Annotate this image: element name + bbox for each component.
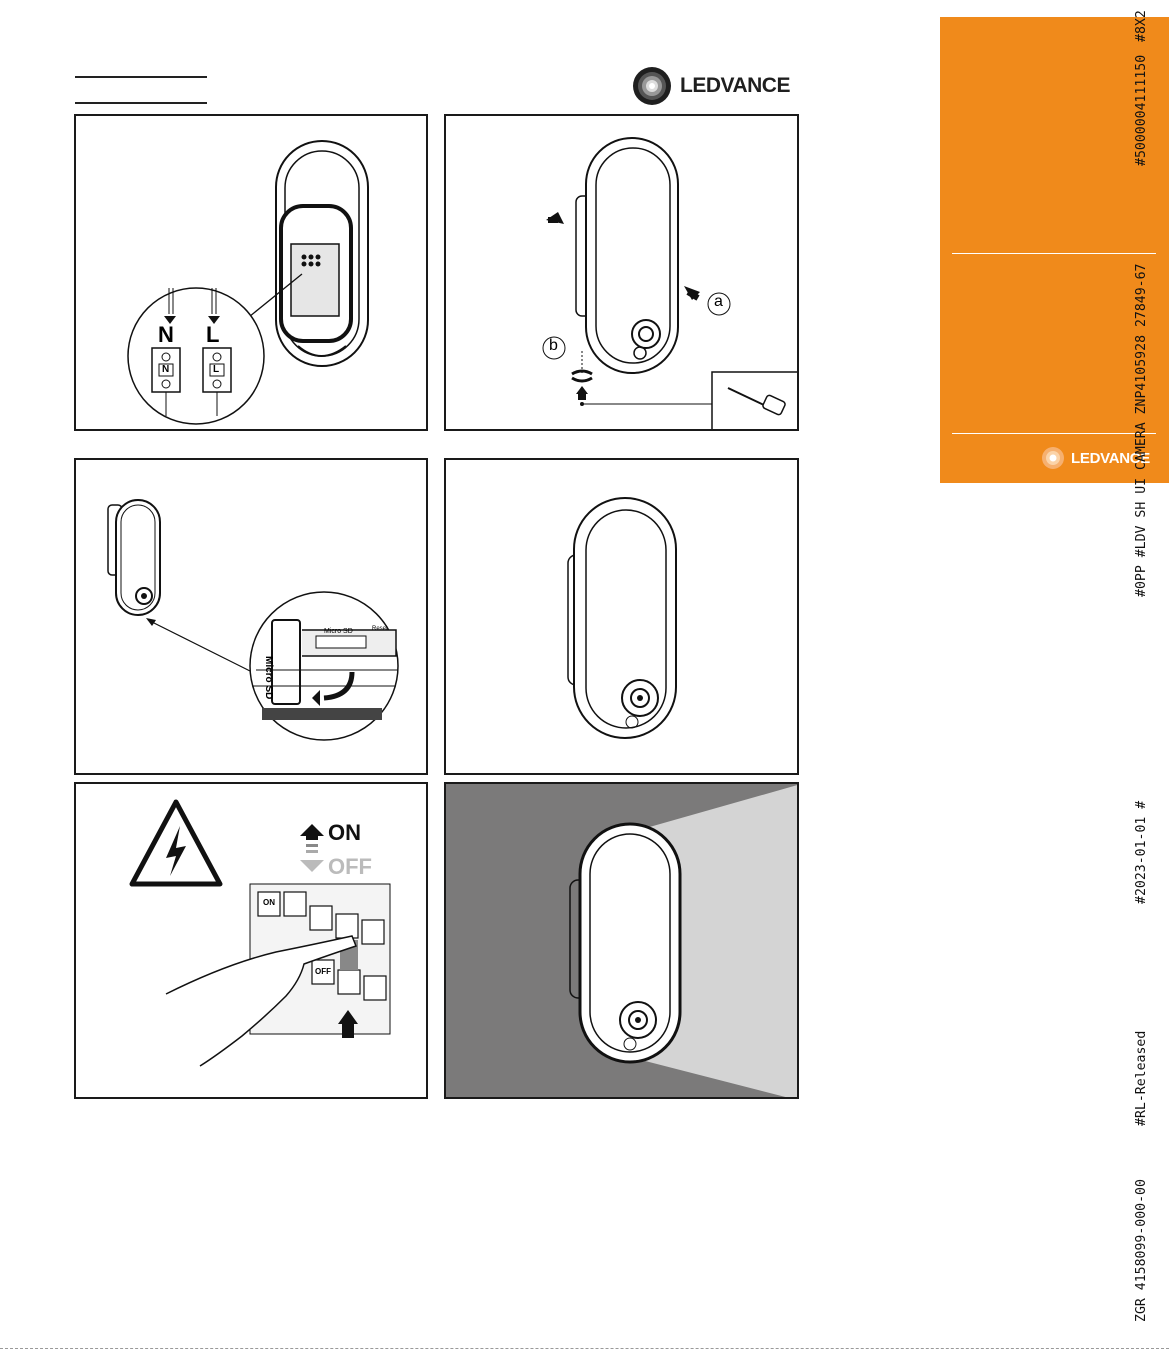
orange-divider-1 [952, 253, 1156, 254]
code-date: #2023-01-01 # [1134, 800, 1149, 904]
switch-on-label: ON [263, 898, 275, 907]
terminal-l-small: L [213, 364, 220, 375]
panel-breaker [74, 782, 428, 1099]
reset-label: Reset [372, 626, 388, 632]
orange-brand-name: LEDVANCE [1071, 449, 1150, 467]
panel-wiring [74, 114, 428, 431]
orange-divider-2 [952, 433, 1156, 434]
code-zgr: ZGR 4158099-000-00 [1134, 1179, 1149, 1322]
code-ean: #5000004111150 [1134, 54, 1149, 166]
crop-line [0, 1348, 1169, 1349]
ledvance-ring-icon [632, 66, 672, 106]
header-rule-top [75, 76, 207, 78]
panel-mounting [444, 114, 799, 431]
code-released: #RL-Released [1134, 1030, 1149, 1126]
microsd-slot-label: Micro SD [324, 628, 353, 635]
step-label-b: b [549, 337, 558, 354]
step-label-a: a [714, 293, 723, 310]
panel-microsd [74, 458, 428, 775]
ledvance-logo [632, 66, 790, 106]
code-product: #0PP #LDV SH UI CAMERA ZNP4105928 27849-67 [1134, 263, 1149, 597]
header-rule-bottom [75, 102, 207, 104]
brand-name: LEDVANCE [680, 74, 790, 97]
switch-off-label: OFF [315, 967, 331, 976]
code-8x2: #8X2 [1134, 10, 1149, 42]
microsd-card-label: Micro SD [263, 656, 274, 700]
terminal-n-small: N [162, 364, 170, 375]
terminal-l-label: L [206, 322, 220, 347]
panel-lighting [444, 782, 799, 1099]
terminal-n-label: N [158, 322, 174, 347]
on-label: ON [328, 820, 361, 845]
off-label: OFF [328, 854, 372, 879]
panel-installed [444, 458, 799, 775]
ledvance-ring-icon-white [1041, 446, 1065, 470]
